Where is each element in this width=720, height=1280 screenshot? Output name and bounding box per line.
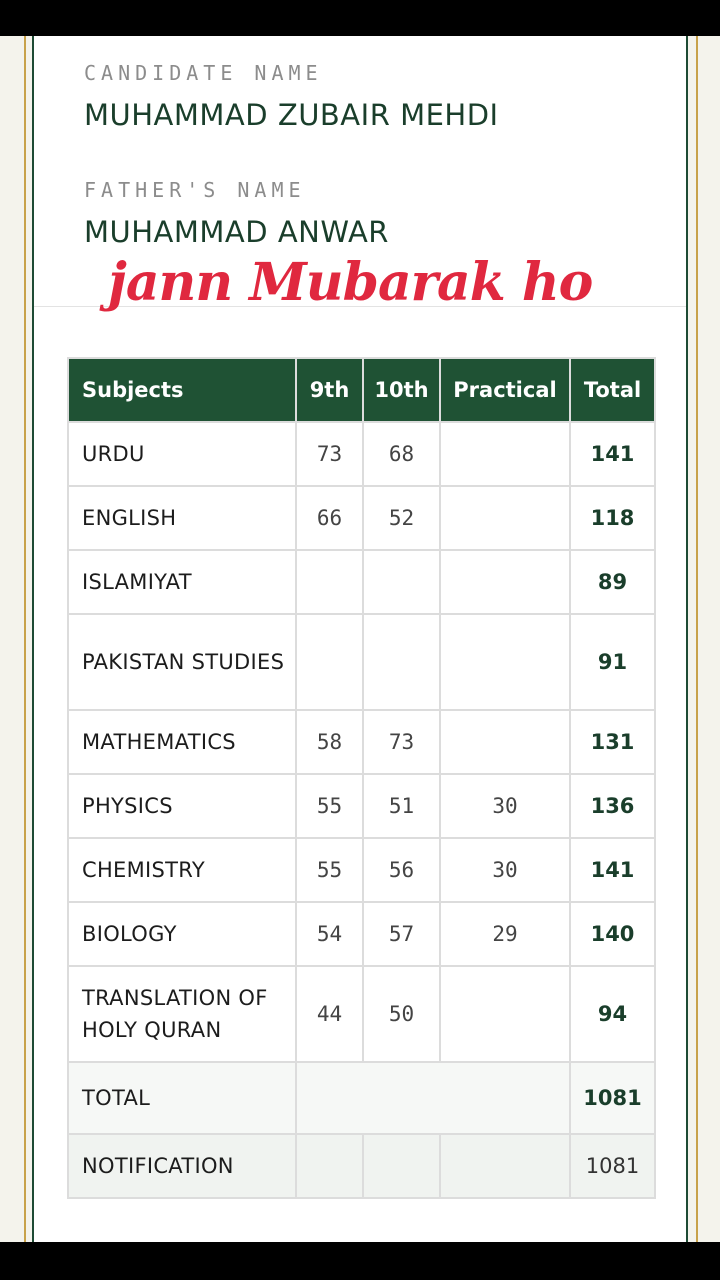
- table-row: [68, 550, 655, 614]
- marks-practical: [440, 550, 570, 614]
- notification-label: NOTIFICATION: [68, 1134, 296, 1198]
- marks-total: 91: [570, 614, 655, 710]
- marks-10th: 52: [363, 486, 440, 550]
- marks-10th: 57: [363, 902, 440, 966]
- marks-practical: [440, 710, 570, 774]
- total-row-empty: [296, 1062, 570, 1134]
- subject-name: ENGLISH: [68, 486, 296, 550]
- grand-total: 1081: [570, 1062, 655, 1134]
- total-row: [68, 1062, 655, 1134]
- marks-10th: [363, 550, 440, 614]
- subject-name: ISLAMIYAT: [68, 550, 296, 614]
- marks-practical: [440, 486, 570, 550]
- greeting-overlay: jann Mubarak ho: [108, 252, 593, 313]
- subject-name: MATHEMATICS: [68, 710, 296, 774]
- left-gold-border: [24, 36, 26, 1242]
- table-header-row: [68, 358, 655, 422]
- marks-9th: [296, 614, 363, 710]
- subject-name: BIOLOGY: [68, 902, 296, 966]
- bottom-navigation-bar: [0, 1242, 720, 1280]
- marks-9th: 55: [296, 774, 363, 838]
- marks-9th: [296, 550, 363, 614]
- marks-10th: 68: [363, 422, 440, 486]
- marks-total: 141: [570, 422, 655, 486]
- marks-practical: [440, 966, 570, 1062]
- notification-empty-9th: [296, 1134, 363, 1198]
- table-row: [68, 838, 655, 902]
- subject-name: CHEMISTRY: [68, 838, 296, 902]
- marks-9th: 55: [296, 838, 363, 902]
- notification-row: [68, 1134, 655, 1198]
- table-row: [68, 422, 655, 486]
- table-row: [68, 486, 655, 550]
- marks-practical: [440, 422, 570, 486]
- father-name-label: FATHER'S NAME: [84, 178, 306, 202]
- table-row: [68, 614, 655, 710]
- subject-name: URDU: [68, 422, 296, 486]
- marks-10th: 56: [363, 838, 440, 902]
- marks-practical: 29: [440, 902, 570, 966]
- marks-total: 94: [570, 966, 655, 1062]
- candidate-name-label: CANDIDATE NAME: [84, 61, 323, 85]
- header-10th: 10th: [363, 358, 440, 422]
- marks-table: [67, 357, 656, 1199]
- table-row: [68, 710, 655, 774]
- candidate-name: MUHAMMAD ZUBAIR MEHDI: [84, 98, 499, 132]
- header-practical: Practical: [440, 358, 570, 422]
- header-9th: 9th: [296, 358, 363, 422]
- notification-empty-10th: [363, 1134, 440, 1198]
- marks-10th: 51: [363, 774, 440, 838]
- top-status-bar: [0, 0, 720, 36]
- marks-total: 118: [570, 486, 655, 550]
- header-total: Total: [570, 358, 655, 422]
- marks-9th: 44: [296, 966, 363, 1062]
- marks-10th: 73: [363, 710, 440, 774]
- notification-empty-practical: [440, 1134, 570, 1198]
- marks-total: 89: [570, 550, 655, 614]
- marks-total: 131: [570, 710, 655, 774]
- marks-9th: 66: [296, 486, 363, 550]
- marks-practical: [440, 614, 570, 710]
- marks-9th: 73: [296, 422, 363, 486]
- subject-name: TRANSLATION OF HOLY QURAN: [68, 966, 296, 1062]
- marks-10th: [363, 614, 440, 710]
- subject-name: PAKISTAN STUDIES: [68, 614, 296, 710]
- subject-name: PHYSICS: [68, 774, 296, 838]
- father-name: MUHAMMAD ANWAR: [84, 215, 389, 249]
- table-row: [68, 774, 655, 838]
- notification-value: 1081: [570, 1134, 655, 1198]
- table-row: [68, 902, 655, 966]
- marks-practical: 30: [440, 838, 570, 902]
- total-label: TOTAL: [68, 1062, 296, 1134]
- marks-9th: 54: [296, 902, 363, 966]
- right-gold-border: [696, 36, 698, 1242]
- marks-10th: 50: [363, 966, 440, 1062]
- marks-total: 140: [570, 902, 655, 966]
- header-subjects: Subjects: [68, 358, 296, 422]
- table-row: [68, 966, 655, 1062]
- marks-total: 136: [570, 774, 655, 838]
- marks-total: 141: [570, 838, 655, 902]
- marks-practical: 30: [440, 774, 570, 838]
- marks-9th: 58: [296, 710, 363, 774]
